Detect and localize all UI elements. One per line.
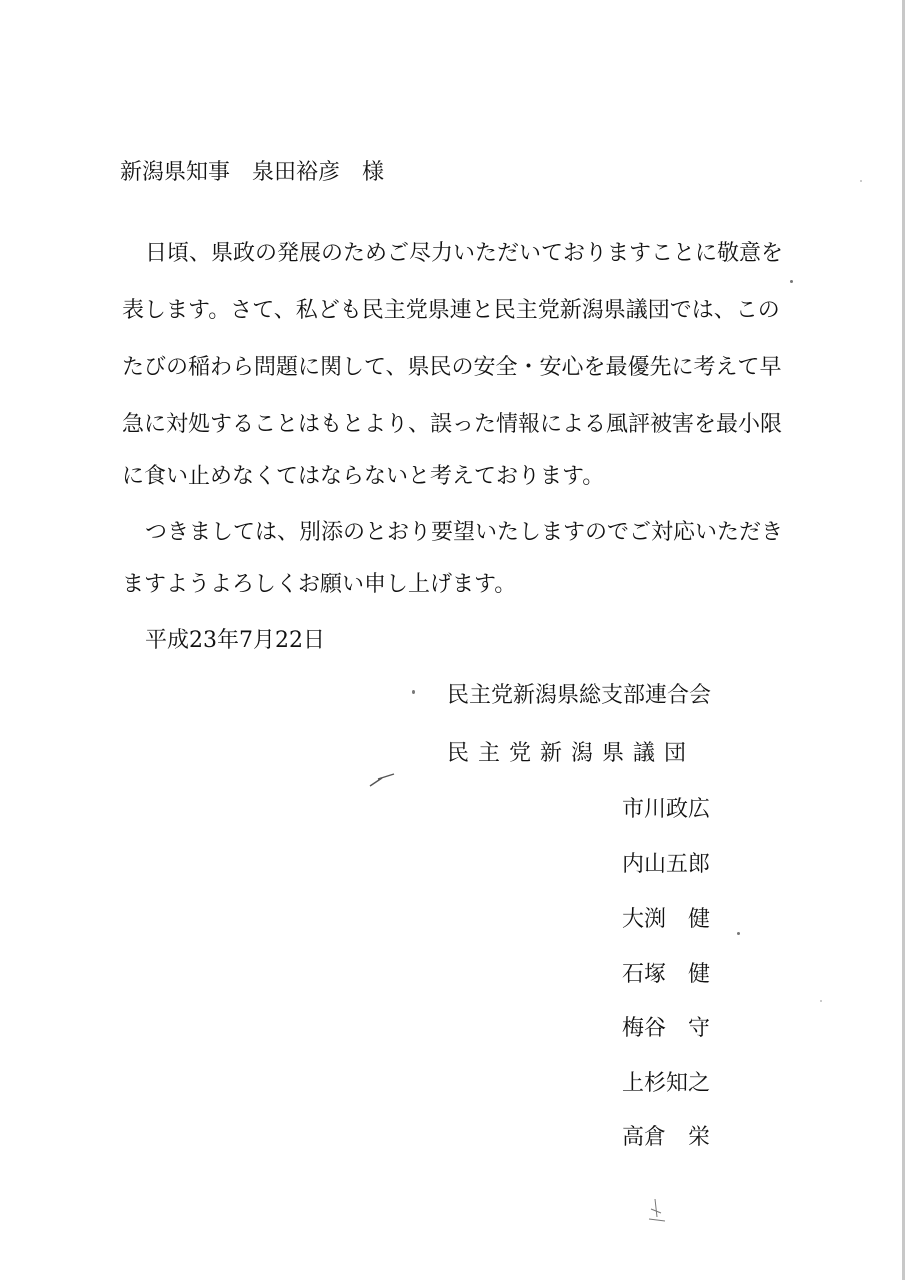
member-name: 大渕 健 <box>622 907 711 932</box>
scan-speck <box>820 1000 822 1002</box>
letter-date: 平成23年7月22日 <box>145 628 325 653</box>
body-paragraph1-line4: 急に対処することはもとより、誤った情報による風評被害を最小限 <box>122 412 783 437</box>
scan-speck <box>412 690 415 694</box>
member-name: 市川政広 <box>622 797 711 822</box>
body-paragraph1-line5: に食い止めなくてはならないと考えております。 <box>122 464 605 489</box>
scan-mark <box>368 770 398 790</box>
addressee: 新潟県知事 泉田裕彦 様 <box>120 160 385 185</box>
body-paragraph1-line3: たびの稲わら問題に関して、県民の安全・安心を最優先に考えて早 <box>122 355 782 380</box>
member-name: 上杉知之 <box>622 1071 711 1096</box>
scan-speck <box>737 932 740 935</box>
body-paragraph1-line1: 日頃、県政の発展のためご尽力いただいておりますことに敬意を <box>145 241 784 266</box>
member-name: 高倉 栄 <box>622 1125 711 1150</box>
body-paragraph1-line2: 表します。さて、私ども民主党県連と民主党新潟県議団では、この <box>122 298 780 323</box>
organization-name-1: 民主党新潟県総支部連合会 <box>447 683 712 708</box>
member-name: 石塚 健 <box>622 962 711 987</box>
organization-name-2: 民主党新潟県議団 <box>447 741 696 766</box>
scan-mark <box>645 1195 669 1225</box>
member-name: 梅谷 守 <box>622 1016 711 1041</box>
scan-speck <box>860 180 862 182</box>
body-paragraph2-line1: つきましては、別添のとおり要望いたしますのでご対応いただき <box>145 520 784 545</box>
member-name: 内山五郎 <box>622 852 711 877</box>
scan-speck <box>790 280 793 283</box>
body-paragraph2-line2: ますようよろしくお願い申し上げます。 <box>122 572 517 597</box>
